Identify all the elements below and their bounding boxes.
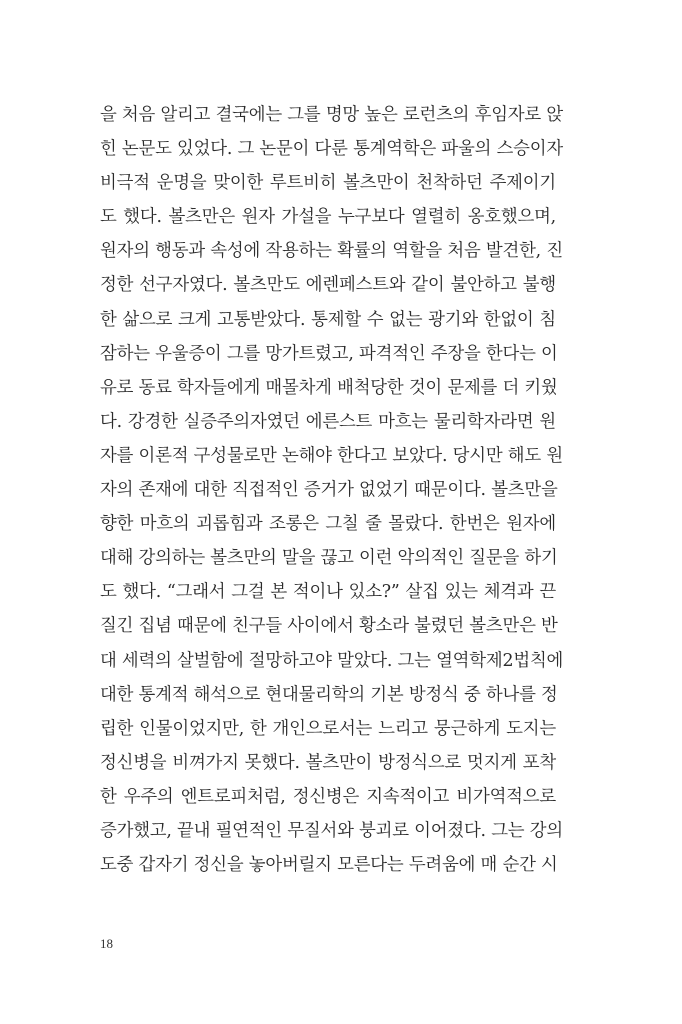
text-line: 대해 강의하는 볼츠만의 말을 끊고 이런 악의적인 질문을 하기: [100, 548, 558, 569]
text-line: 자의 존재에 대한 직접적인 증거가 없었기 때문이다. 볼츠만을: [100, 480, 558, 501]
text-line: 질긴 집념 때문에 친구들 사이에서 황소라 불렸던 볼츠만은 반: [100, 616, 558, 637]
text-line: 정한 선구자였다. 볼츠만도 에렌페스트와 같이 불안하고 불행: [100, 275, 556, 296]
text-line: 힌 논문도 있었다. 그 논문이 다룬 통계역학은 파울의 스승이자: [100, 139, 563, 160]
text-line: 증가했고, 끝내 필연적인 무질서와 붕괴로 이어졌다. 그는 강의: [100, 820, 563, 841]
body-text: [100, 98, 564, 882]
text-line: 자를 이론적 구성물로만 논해야 한다고 보았다. 당시만 해도 원: [100, 445, 563, 466]
page-number: 18: [100, 936, 113, 951]
text-line: 한 우주의 엔트로피처럼, 정신병은 지속적이고 비가역적으로: [100, 786, 556, 807]
text-line: 대한 통계적 해석으로 현대물리학의 기본 방정식 중 하나를 정: [100, 684, 558, 705]
text-line: 다. 강경한 실증주의자였던 에른스트 마흐는 물리학자라면 원: [100, 411, 556, 432]
text-line: 원자의 행동과 속성에 작용하는 확률의 역할을 처음 발견한, 진: [100, 241, 563, 262]
text-line: 대 세력의 살벌함에 절망하고야 말았다. 그는 열역학제2법칙에: [100, 650, 564, 671]
text-line: 비극적 운명을 맞이한 루트비히 볼츠만이 천착하던 주제이기: [100, 173, 556, 194]
text-line: 립한 인물이었지만, 한 개인으로서는 느리고 뭉근하게 도지는: [100, 718, 556, 739]
text-line: 잠하는 우울증이 그를 망가트렸고, 파격적인 주장을 한다는 이: [100, 343, 558, 364]
text-line: 도 했다. 볼츠만은 원자 가설을 누구보다 열렬히 옹호했으며,: [100, 207, 556, 228]
text-line: 유로 동료 학자들에게 매몰차게 배척당한 것이 문제를 더 키웠: [100, 377, 558, 398]
text-line: 한 삶으로 크게 고통받았다. 통제할 수 없는 광기와 한없이 침: [100, 309, 556, 330]
text-line: 정신병을 비껴가지 못했다. 볼츠만이 방정식으로 멋지게 포착: [100, 752, 556, 773]
text-line: 도중 갑자기 정신을 놓아버릴지 모른다는 두려움에 매 순간 시: [100, 855, 558, 876]
text-line: 을 처음 알리고 결국에는 그를 명망 높은 로런츠의 후임자로 앉: [100, 105, 563, 125]
text-line: 도 했다. “그래서 그걸 본 적이나 있소?” 살집 있는 체격과 끈: [100, 582, 556, 603]
text-line: 향한 마흐의 괴롭힘과 조롱은 그칠 줄 몰랐다. 한번은 원자에: [100, 514, 556, 535]
